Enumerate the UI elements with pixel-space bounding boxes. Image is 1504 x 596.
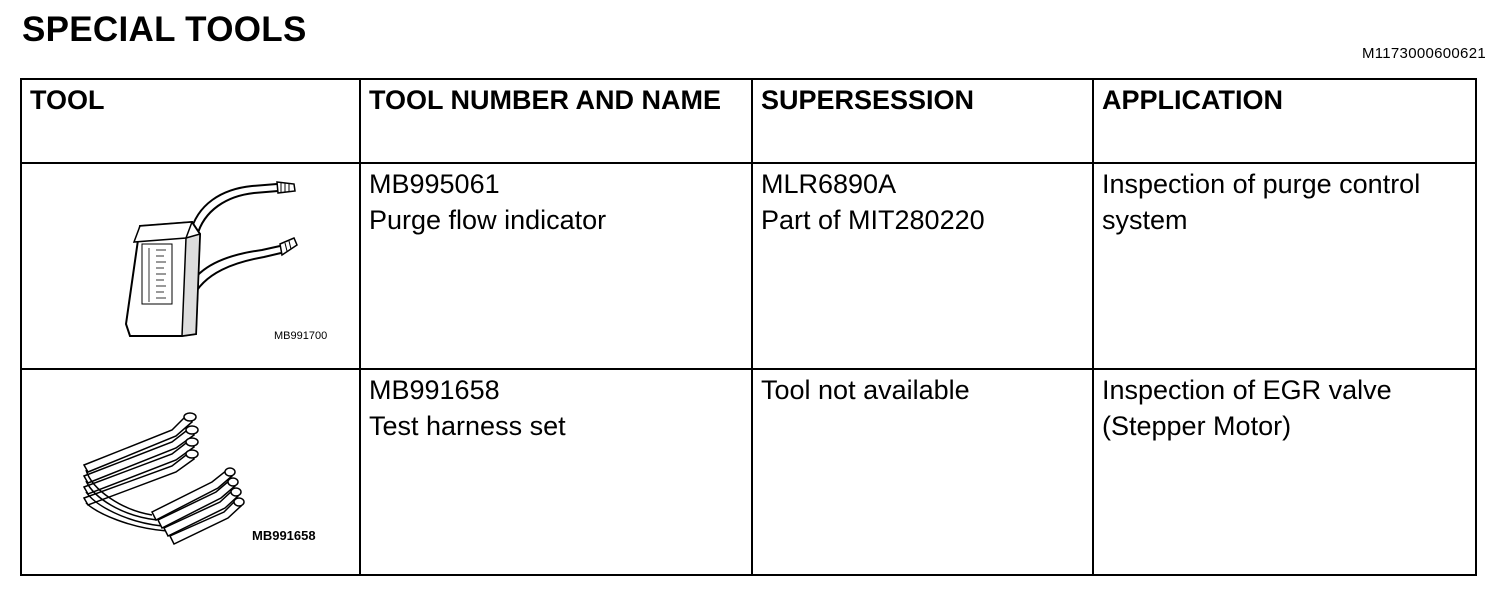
illustration-label: MB991658 (252, 528, 316, 543)
table-row (21, 163, 1476, 369)
application-line: Inspection of EGR valve (1102, 375, 1392, 405)
table-header-row (21, 79, 1476, 163)
tool-number: MB991658 (369, 375, 500, 405)
tool-number: MB995061 (369, 169, 500, 199)
page-title: SPECIAL TOOLS (22, 10, 307, 49)
header-supersession: SUPERSESSION (752, 79, 1093, 163)
tool-name: Purge flow indicator (369, 205, 607, 235)
header-application: APPLICATION (1093, 79, 1476, 163)
table-row (21, 369, 1476, 575)
application-line: Inspection of purge control (1102, 169, 1421, 199)
tool-number-and-name-cell (360, 369, 752, 575)
header-tool: TOOL (21, 79, 360, 163)
application-cell (1093, 369, 1476, 575)
illustration-label: MB991700 (274, 330, 328, 342)
application-line: system (1102, 205, 1188, 235)
test-harness-set-illustration (22, 370, 361, 576)
header-tool-number-and-name: TOOL NUMBER AND NAME (360, 79, 752, 163)
supersession-cell (752, 163, 1093, 369)
application-cell (1093, 163, 1476, 369)
tool-number-and-name-cell (360, 163, 752, 369)
supersession-line: Tool not available (761, 375, 970, 405)
tool-name: Test harness set (369, 411, 566, 441)
special-tools-table (20, 78, 1477, 576)
document-id: M1173000600621 (1361, 45, 1486, 62)
supersession-cell (752, 369, 1093, 575)
application-line: (Stepper Motor) (1102, 411, 1292, 441)
supersession-line: MLR6890A (761, 169, 897, 199)
tool-illustration-cell (21, 369, 360, 575)
supersession-line: Part of MIT280220 (761, 205, 985, 235)
tool-illustration-cell (21, 163, 360, 369)
